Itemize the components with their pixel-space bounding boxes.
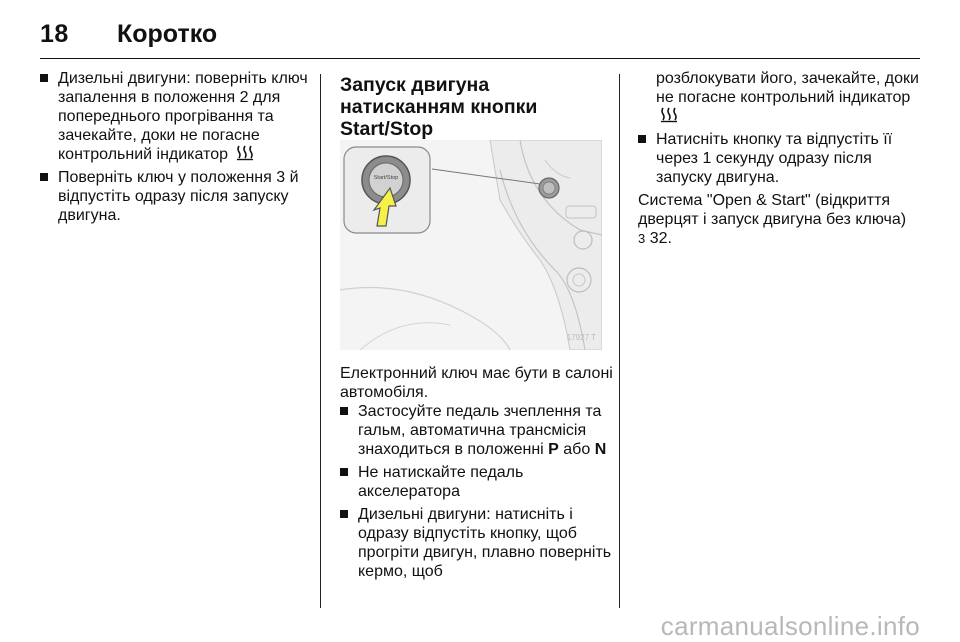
reference-page[interactable]: 32. — [649, 230, 672, 247]
list-item — [340, 402, 615, 459]
watermark-text: carmanualsonline.info — [660, 611, 920, 641]
glow-plug-indicator-icon — [660, 107, 678, 123]
continuation-text: розблокувати його, зачекайте, доки не погасне контрольний індикатор — [656, 70, 919, 106]
column-divider-1 — [320, 74, 321, 608]
start-stop-button-label: Start/Stop — [373, 175, 399, 181]
page-number: 18 — [40, 20, 69, 48]
glow-plug-indicator-icon — [236, 145, 254, 161]
gear-n: N — [594, 441, 607, 458]
reference-text: Система "Open & Start" (відкриття дверцят і запуск двигуна без ключа) — [638, 192, 907, 228]
column-divider-2 — [619, 74, 620, 608]
list-item — [40, 69, 315, 164]
list-item-text: Дизельні двигуни: натисніть і одразу відпустіть кнопку, щоб прогріти двигун, плавно поверніть кермо, щоб — [358, 506, 612, 580]
bullet-square-icon — [40, 173, 48, 181]
bullet-square-icon — [340, 510, 348, 518]
list-item — [340, 463, 615, 501]
list-item-continuation — [638, 69, 920, 126]
list-item-text: Застосуйте педаль зчеплення та гальм, автоматична трансмісія знаходиться в положенні — [358, 403, 602, 458]
bullet-square-icon — [340, 468, 348, 476]
list-item-text: Дизельні двигуни: поверніть ключ запалення в положення 2 для попереднього прогрівання та зачекайте, доки не погасне контрольний індикатор — [58, 70, 308, 163]
column-3 — [638, 69, 920, 248]
column-2 — [340, 74, 615, 585]
conjunction: або — [563, 441, 591, 458]
figure-code: 17927 T — [566, 333, 596, 342]
list-item-text: Натисніть кнопку та відпустіть її через 1 секунду одразу після запуску двигуна. — [656, 131, 893, 186]
list-item — [40, 168, 315, 225]
column-1 — [40, 69, 315, 229]
gear-p: P — [548, 441, 559, 458]
reference-arrow-icon: 3 — [638, 231, 646, 246]
page-title: Коротко — [117, 20, 218, 48]
header-rule — [40, 58, 920, 59]
list-item — [638, 130, 920, 187]
bullet-square-icon — [638, 135, 646, 143]
list-item-text: Поверніть ключ у положення 3 й відпустіть одразу після запуску двигуна. — [58, 169, 299, 224]
reference-paragraph — [638, 191, 920, 248]
section-heading: Запуск двигуна натисканням кнопки Start/Stop — [340, 74, 538, 140]
dashboard-drawing — [340, 140, 602, 350]
list-item — [340, 505, 615, 581]
bullet-square-icon — [340, 407, 348, 415]
list-item-text: Не натискайте педаль акселератора — [358, 464, 524, 500]
start-stop-illustration — [340, 140, 602, 350]
page-header — [40, 14, 920, 54]
intro-text: Електронний ключ має бути в салоні автомобіля. — [340, 365, 613, 401]
bullet-square-icon — [40, 74, 48, 82]
